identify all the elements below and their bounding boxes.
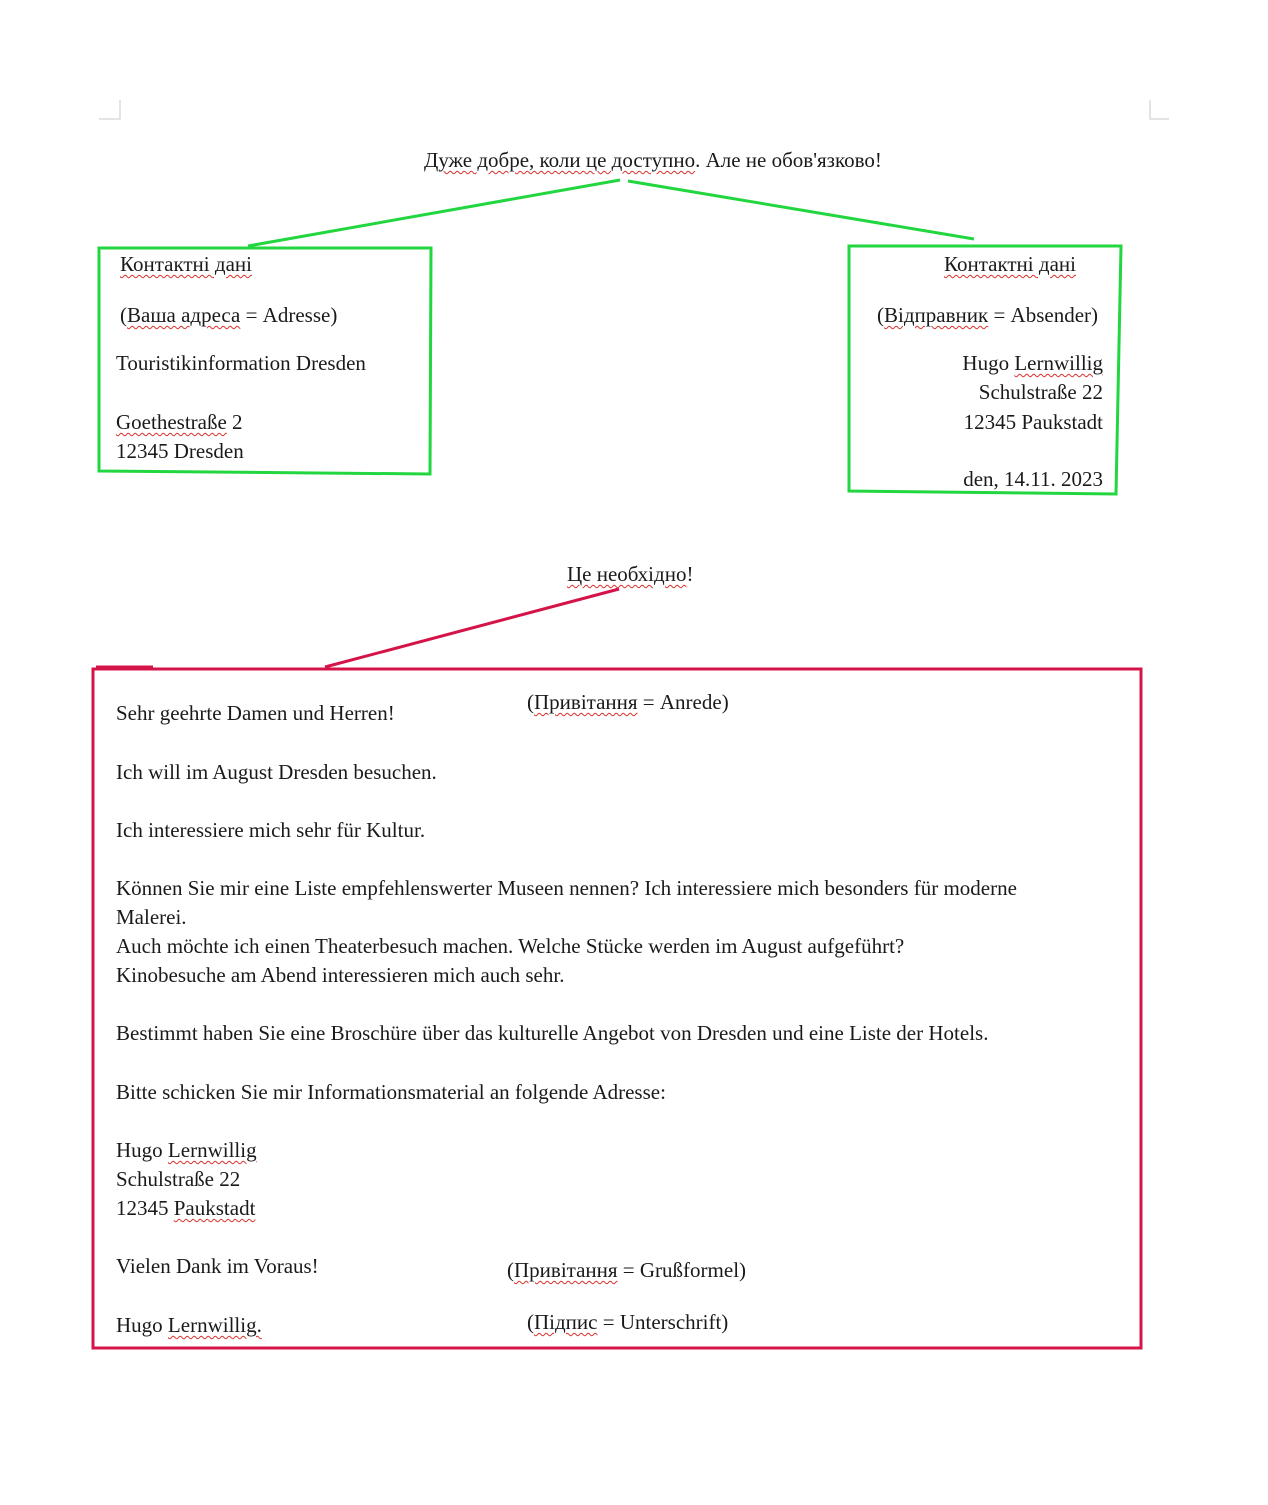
closing-label: (Привітання = Grußformel) (507, 1258, 747, 1282)
letter-paragraph-2: Ich interessiere mich sehr für Kultur. (116, 818, 426, 842)
letter-paragraph-3-line-3: Auch möchte ich einen Theaterbesuch machen. Welche Stücke werden im August aufgeführt? (116, 934, 905, 958)
greeting-label: (Привітання = Anrede) (527, 690, 729, 714)
letter-date: den, 14.11. 2023 (963, 467, 1103, 491)
letter-paragraph-3-line-1: Können Sie mir eine Liste empfehlenswerter Museen nennen? Ich interessiere mich besonders für moderne (116, 876, 1017, 900)
recipient-street: Goethestraße 2 (116, 410, 243, 434)
top-note (424, 146, 882, 175)
sender-city: 12345 Paukstadt (963, 410, 1103, 434)
left-box-label: (Ваша адреса = Adresse) (120, 303, 338, 327)
sender-street: Schulstraße 22 (978, 380, 1103, 404)
connector-line-letter (325, 589, 619, 667)
top-note-main: Дуже добре, коли це доступно (424, 148, 696, 172)
sender-name: Hugo Lernwillig (962, 351, 1103, 375)
left-box-heading: Контактні дані (120, 252, 252, 276)
letter-signature: Hugo Lernwillig. (116, 1313, 262, 1337)
letter-address-city: 12345 Paukstadt (116, 1196, 256, 1220)
corner-mark-top-left (99, 100, 120, 119)
right-box-heading: Контактні дані (944, 252, 1076, 276)
letter-address-street: Schulstraße 22 (116, 1167, 241, 1191)
corner-mark-top-right (1150, 100, 1169, 119)
middle-note: Це необхідно! (567, 562, 694, 586)
connector-line-left (248, 180, 620, 246)
letter-paragraph-5: Bitte schicken Sie mir Informationsmaterial an folgende Adresse: (116, 1080, 666, 1104)
recipient-city: 12345 Dresden (116, 439, 244, 463)
connector-line-right (628, 181, 974, 239)
letter-address-name: Hugo Lernwillig (116, 1138, 257, 1162)
letter-paragraph-4: Bestimmt haben Sie eine Broschüre über das kulturelle Angebot von Dresden und eine Liste der Hotels. (116, 1021, 989, 1045)
right-box-label: (Відправник = Absender) (877, 303, 1098, 327)
letter-paragraph-1: Ich will im August Dresden besuchen. (116, 760, 437, 784)
letter-greeting: Sehr geehrte Damen und Herren! (116, 701, 395, 725)
letter-paragraph-3-line-4: Kinobesuche am Abend interessieren mich auch sehr. (116, 963, 565, 987)
letter-closing: Vielen Dank im Voraus! (116, 1254, 319, 1278)
recipient-organization: Touristikinformation Dresden (116, 351, 366, 375)
signature-label: (Підпис = Unterschrift) (527, 1310, 729, 1334)
page-corner-marks (99, 100, 1169, 119)
letter-paragraph-3-line-2: Malerei. (116, 905, 187, 929)
top-note-tail: . Але не обов'язково! (695, 148, 882, 172)
